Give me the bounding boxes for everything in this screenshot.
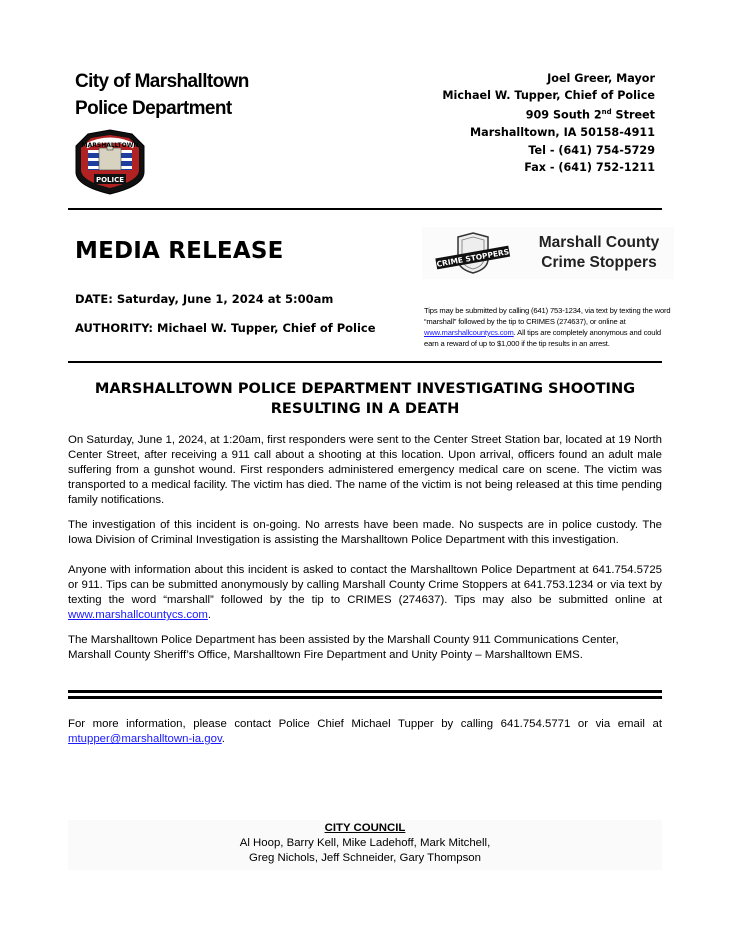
contact-block (442, 70, 655, 176)
city-name: City of Marshalltown (75, 71, 249, 92)
authority-line: AUTHORITY: Michael W. Tupper, Chief of Police (75, 321, 376, 335)
crime-stoppers-link[interactable]: www.marshallcountycs.com (424, 328, 514, 337)
badge-text-top: MARSHALLTOWN (81, 142, 139, 149)
city-line: Marshalltown, IA 50158-4911 (470, 126, 655, 140)
assistance-line1: The Marshalltown Police Department has been assisted by the Marshall County 911 Communications Center, (68, 634, 619, 646)
crime-stoppers-tips (424, 305, 674, 349)
crime-stoppers-title-line2: Crime Stoppers (541, 254, 657, 271)
street-suffix: nd (601, 108, 612, 117)
street-line (442, 104, 655, 124)
crime-stoppers-banner (422, 227, 674, 279)
assistance-line2: Marshall County Sheriff’s Office, Marshalltown Fire Department and Unity Pointy – Marshalltown EMS. (68, 649, 583, 662)
crime-stoppers-logo-text: CRIME STOPPERS (435, 247, 510, 269)
city-council-title: CITY COUNCIL (324, 822, 406, 834)
crime-stoppers-logo (428, 229, 518, 277)
tips-website-link[interactable]: www.marshallcountycs.com (68, 609, 208, 622)
tips-text-end: . All tips are completely anonymous and could earn a reward of up to $1,000 if the tip results in an arrest. (424, 328, 661, 348)
badge-text-bottom: POLICE (95, 176, 125, 184)
city-council-members-line2: Greg Nichols, Jeff Schneider, Gary Thompson (249, 852, 481, 864)
headline-line1: MARSHALLTOWN POLICE DEPARTMENT INVESTIGATING SHOOTING (94, 380, 636, 397)
department-name: Police Department (75, 98, 232, 119)
mayor-line: Joel Greer, Mayor (547, 72, 655, 85)
paragraph-assistance (68, 633, 662, 663)
city-council-members-line1: Al Hoop, Barry Kell, Mike Ladehoff, Mark Mitchell, (239, 837, 491, 849)
crime-stoppers-title-line1: Marshall County (538, 234, 660, 251)
tips-paragraph-end: . (207, 609, 212, 622)
tel-line: Tel - (641) 754-5729 (528, 143, 655, 157)
header-divider (68, 208, 662, 210)
street-number: 909 South 2 (525, 109, 602, 123)
paragraph-tips (68, 563, 662, 623)
police-badge-logo (72, 128, 148, 196)
chief-email-link[interactable]: mtupper@marshalltown-ia.gov (68, 733, 222, 746)
contact-paragraph-end: . (221, 733, 225, 746)
paragraph-contact (68, 717, 662, 747)
paragraph-investigation: The investigation of this incident is on-going. No arrests have been made. No suspects are in police custody. The Iowa Division of Criminal Investigation is assisting the Marshalltown Police Department with this investigation. (68, 519, 662, 547)
media-release-title: MEDIA RELEASE (75, 238, 284, 264)
contact-paragraph-text: For more information, please contact Police Chief Michael Tupper by calling 641.754.5771 or via email at (68, 718, 662, 730)
tips-text-start: Tips may be submitted by calling (641) 753-1234, via text by texting the word “marshall” followed by the tip to CRIMES (274637), or online at (424, 306, 671, 326)
fax-line: Fax - (641) 752-1211 (524, 160, 655, 174)
double-divider (68, 690, 662, 699)
headline-line2: RESULTING IN A DEATH (270, 400, 460, 417)
chief-line: Michael W. Tupper, Chief of Police (442, 89, 655, 103)
tips-paragraph-text: Anyone with information about this incident is asked to contact the Marshalltown Police Department at 641.754.5725 or 911. Tips can be submitted anonymously by calling Marshall County Crime Stoppers at 641.753.1234 or via text by texting the word “marshall” followed by the tip to CRIMES (274637). Tips may also be submitted online at (68, 564, 662, 607)
headline (68, 379, 662, 419)
city-council-footer (68, 820, 662, 870)
paragraph-incident: On Saturday, June 1, 2024, at 1:20am, first responders were sent to the Center Street Station bar, located at 19 North Center Street, after receiving a 911 call about a shooting at this location. Upon arrival, officers found an adult male suffering from a gunshot wound. First responders administered emergency medical care on scene. The victim was transported to a medical facility. The victim has died. The name of the victim is not being released at this time pending family notifications. (68, 434, 662, 507)
street-name: Street (611, 109, 655, 123)
date-line: DATE: Saturday, June 1, 2024 at 5:00am (75, 292, 334, 306)
section-divider (68, 361, 662, 363)
